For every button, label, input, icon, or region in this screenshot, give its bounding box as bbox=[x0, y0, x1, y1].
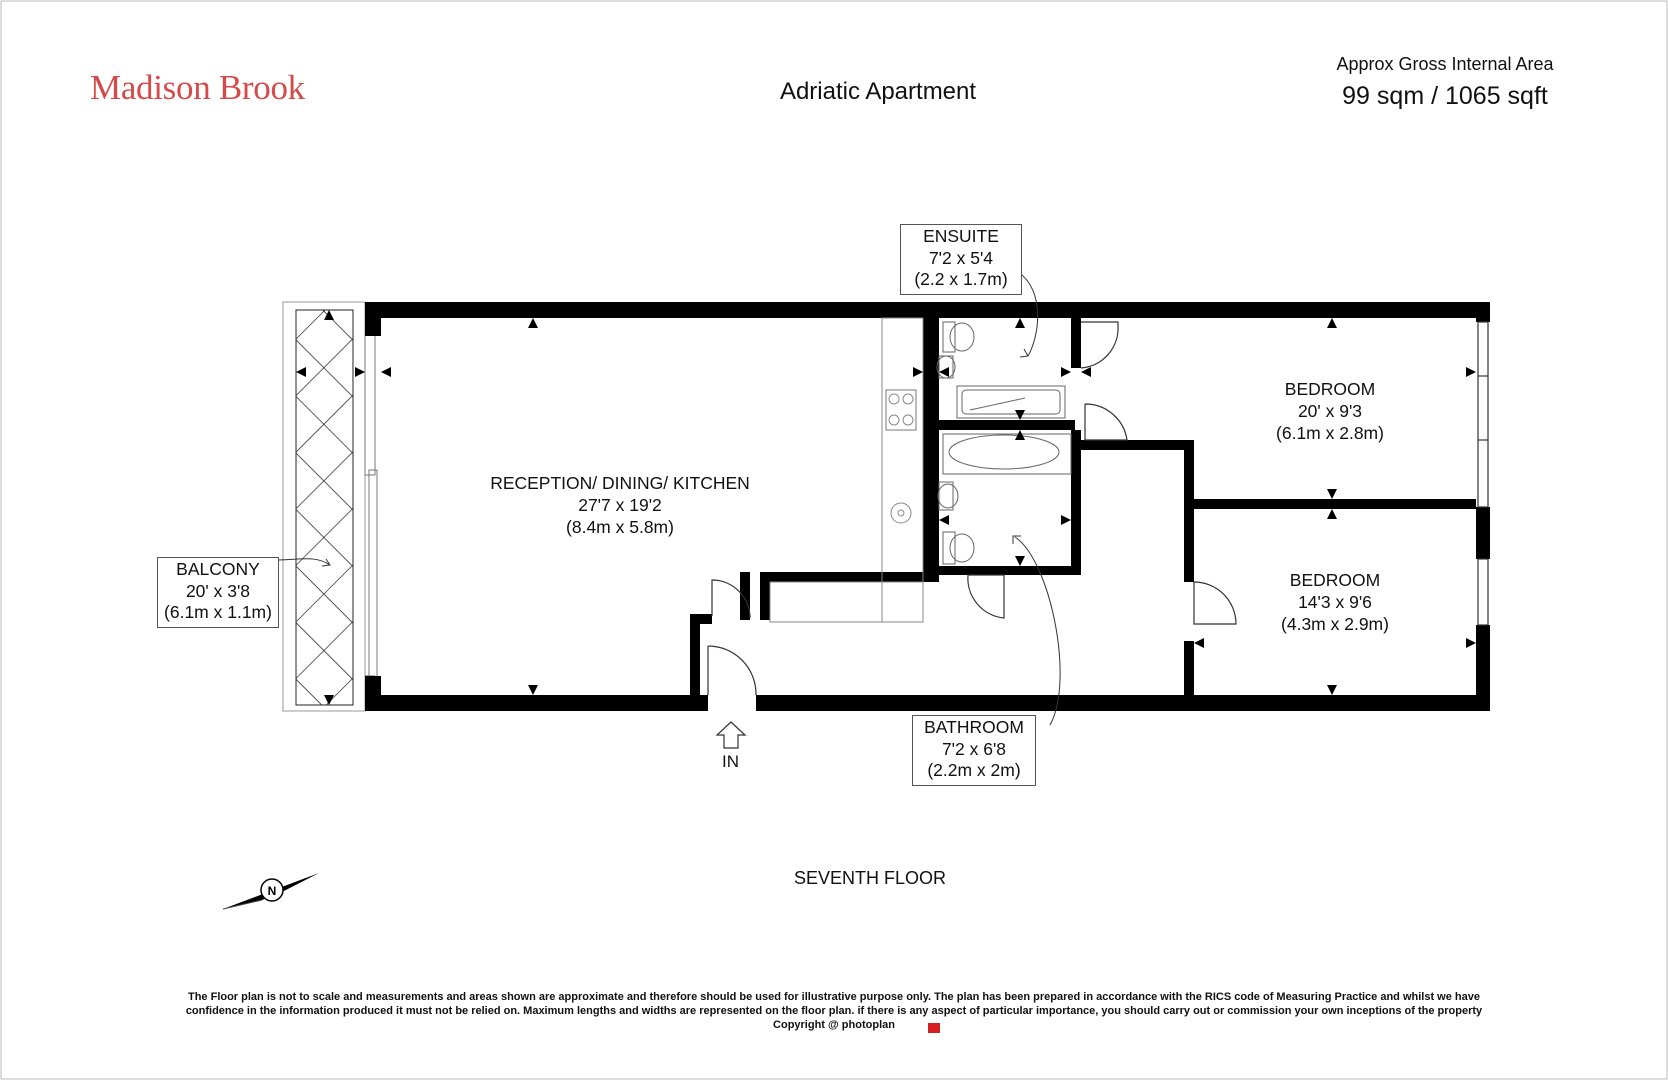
disclaimer-line-1: The Floor plan is not to scale and measurements and areas shown are approximate and therefore should be used for illustrative purpose only. The plan has been prepared in accordance with the RICS code of Measuring Practice and whilst we have bbox=[187, 991, 1480, 1003]
room-size-imperial: 20' x 9'3 bbox=[1297, 401, 1363, 421]
compass-north-letter: N bbox=[267, 884, 277, 898]
copyright: Copyright @ photoplan bbox=[773, 1019, 895, 1031]
doors bbox=[708, 322, 1236, 695]
disclaimer bbox=[120, 990, 1548, 1018]
room-label-bathroom bbox=[912, 715, 1036, 786]
entrance-arrow-icon bbox=[717, 722, 745, 748]
room-size-metric: (8.4m x 5.8m) bbox=[566, 517, 674, 537]
room-name: BATHROOM bbox=[924, 717, 1024, 737]
ensuite-fixtures bbox=[937, 322, 1065, 418]
disclaimer-line-2: confidence in the information produced it must not be relied on. Maximum lengths and widths are represented on the floor plan. if there is any aspect of particular importance, you should carry out or commission your own inceptions of the property bbox=[185, 1005, 1483, 1017]
compass-icon bbox=[223, 873, 319, 909]
room-size-imperial: 7'2 x 6'8 bbox=[941, 738, 1007, 759]
room-size-metric: (2.2 x 1.7m) bbox=[914, 269, 1008, 289]
floor-label: SEVENTH FLOOR bbox=[793, 868, 947, 888]
room-size-imperial: 20' x 3'8 bbox=[185, 580, 251, 601]
area-value: 99 sqm / 1065 sqft bbox=[1342, 82, 1548, 110]
page-title: Adriatic Apartment bbox=[779, 78, 977, 105]
room-name: BALCONY bbox=[176, 559, 260, 579]
right-windows bbox=[1478, 322, 1488, 625]
room-label-bedroom-2 bbox=[1250, 569, 1420, 635]
room-label-reception bbox=[470, 472, 770, 538]
room-label-balcony bbox=[157, 557, 279, 628]
area-label: Approx Gross Internal Area bbox=[1336, 54, 1554, 74]
room-size-metric: (6.1m x 1.1m) bbox=[164, 602, 272, 622]
room-size-imperial: 14'3 x 9'6 bbox=[1298, 592, 1372, 612]
room-size-imperial: 7'2 x 5'4 bbox=[928, 247, 994, 268]
room-size-metric: (6.1m x 2.8m) bbox=[1276, 423, 1384, 443]
room-size-metric: (4.3m x 2.9m) bbox=[1281, 614, 1389, 634]
balcony-area bbox=[283, 302, 377, 711]
room-name: ENSUITE bbox=[923, 226, 999, 246]
bathroom-fixtures bbox=[938, 434, 1071, 564]
page-border bbox=[1, 1, 1667, 1079]
room-label-ensuite bbox=[900, 224, 1022, 295]
brand-logo: Madison Brook bbox=[90, 68, 305, 107]
room-name: RECEPTION/ DINING/ KITCHEN bbox=[490, 473, 750, 493]
room-size-imperial: 27'7 x 19'2 bbox=[578, 495, 662, 515]
room-name: BEDROOM bbox=[1289, 570, 1381, 590]
room-size-metric: (2.2m x 2m) bbox=[927, 760, 1021, 780]
room-name: BEDROOM bbox=[1284, 379, 1376, 399]
entrance-label: IN bbox=[722, 752, 739, 771]
room-label-bedroom-1 bbox=[1245, 378, 1415, 444]
